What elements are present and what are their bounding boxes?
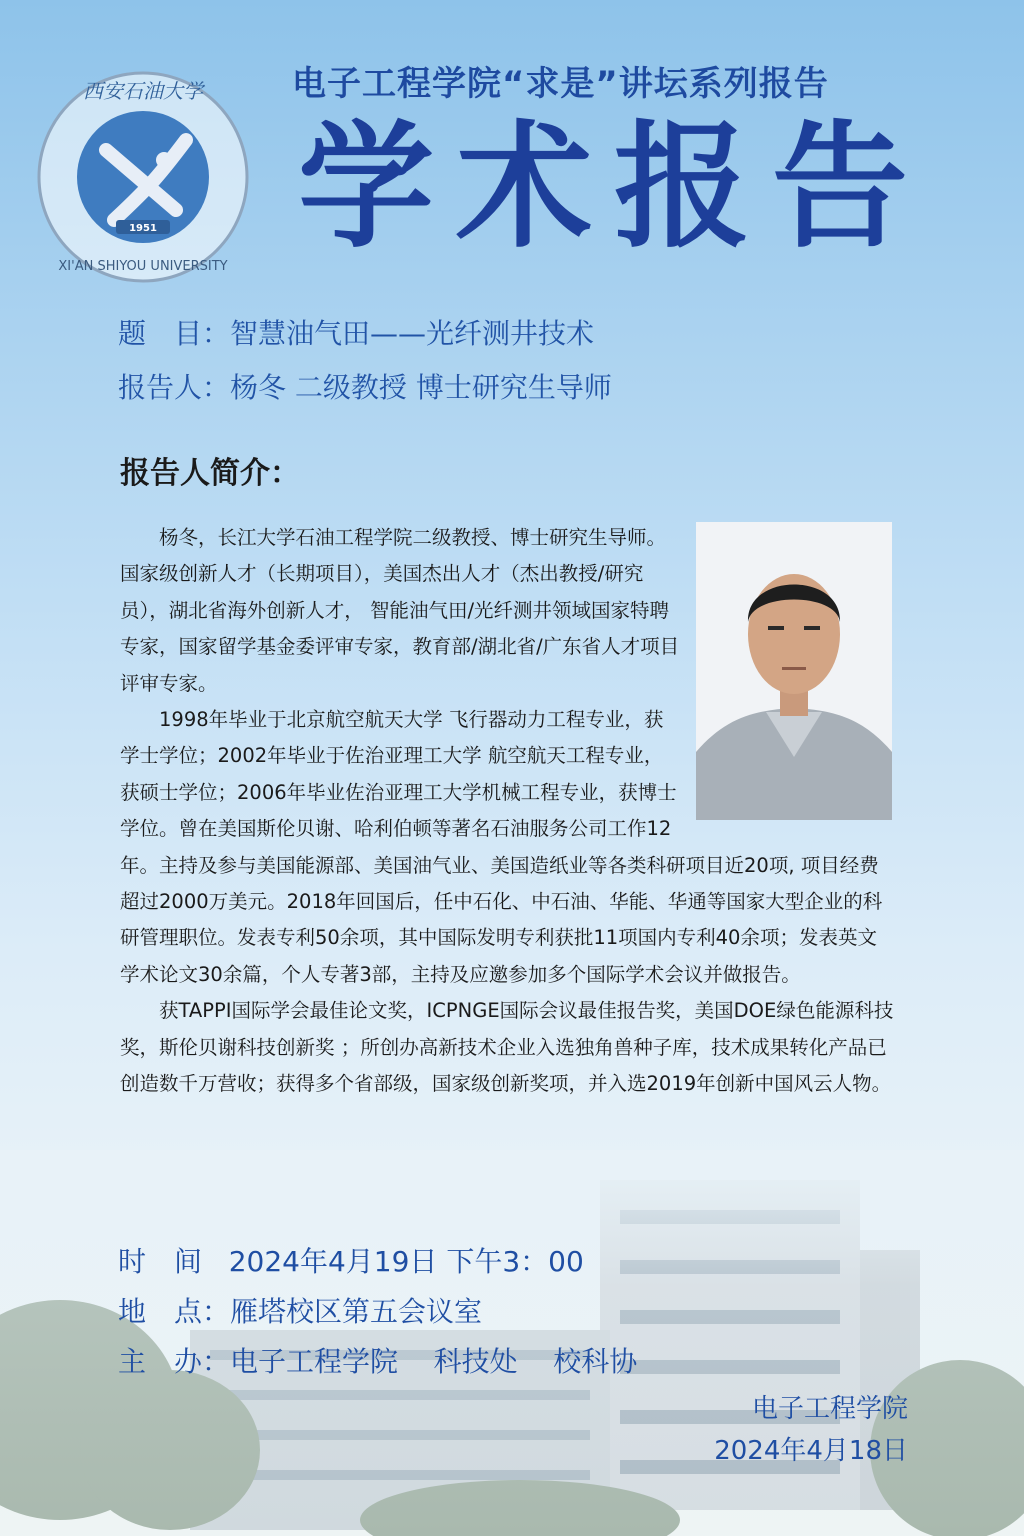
topic-value: 智慧油气田——光纤测井技术 — [230, 317, 595, 350]
seal-year: 1951 — [129, 223, 157, 234]
topic-label: 题 目： — [118, 317, 231, 350]
time-label: 时 间 — [118, 1245, 203, 1278]
time-row — [118, 1240, 584, 1280]
speaker-photo — [696, 522, 892, 820]
bio-paragraph-1: 杨冬，长江大学石油工程学院二级教授、博士研究生导师。国家级创新人才（长期项目），美国杰出人才（杰出教授/研究员），湖北省海外创新人才， 智能油气田/光纤测井领域国家特聘专家，国家留学基金委评审专家，教育部/湖北省/广东省人才项目评审专家。 — [120, 526, 680, 695]
place-row — [118, 1290, 482, 1330]
speaker-value: 杨冬 二级教授 博士研究生导师 — [230, 371, 612, 404]
place-value: 雁塔校区第五会议室 — [230, 1295, 483, 1328]
speaker-row — [118, 366, 612, 406]
university-seal-icon — [36, 70, 250, 284]
host-label: 主 办： — [118, 1345, 231, 1378]
topic-row — [118, 312, 594, 352]
host-row — [118, 1340, 637, 1380]
signature-date: 2024年4月18日 — [714, 1436, 908, 1466]
place-label: 地 点： — [118, 1295, 231, 1328]
series-subtitle: 电子工程学院“求是”讲坛系列报告 — [292, 64, 829, 104]
host-value: 电子工程学院 科技处 校科协 — [230, 1345, 638, 1378]
seal-text-bottom: XI'AN SHIYOU UNIVERSITY — [58, 259, 228, 274]
page-title: 学术报告 — [298, 107, 930, 267]
bio-heading: 报告人简介： — [120, 456, 300, 491]
bio-paragraph-3: 获TAPPI国际学会最佳论文奖，ICPNGE国际会议最佳报告奖，美国DOE绿色能源科技奖，斯伦贝谢科技创新奖 ；所创办高新技术企业入选独角兽种子库，技术成果转化产品已创造数千万营收；获得多个省部级，国家级创新奖项，并入选2019年创新中国风云人物。 — [120, 999, 894, 1096]
seal-text-top: 西安石油大学 — [83, 79, 203, 103]
bio-paragraph-2: 1998年毕业于北京航空航天大学 飞行器动力工程专业，获学士学位；2002年毕业于佐治亚理工大学 航空航天工程专业，获硕士学位；2006年毕业佐治亚理工大学机械工程专业，获博士学位。曾在美国斯伦贝谢、哈利伯顿等著名石油服务公司工作12年。主持及参与美国能源部、美国油气业、美国造纸业等各类科研项目近20项, 项目经费超过2000万美元。2018年回国后，任中石化、中石油、华能、华通等国家大型企业的科研管理职位。发表专利50余项，其中国际发明专利获批11项国内专利40余项；发表英文学术论文30余篇，个人专著3部，主持及应邀参加多个国际学术会议并做报告。 — [120, 708, 883, 986]
time-value: 2024年4月19日 下午3：00 — [228, 1245, 584, 1278]
speaker-label: 报告人： — [118, 371, 231, 404]
signature-org: 电子工程学院 — [751, 1394, 908, 1424]
